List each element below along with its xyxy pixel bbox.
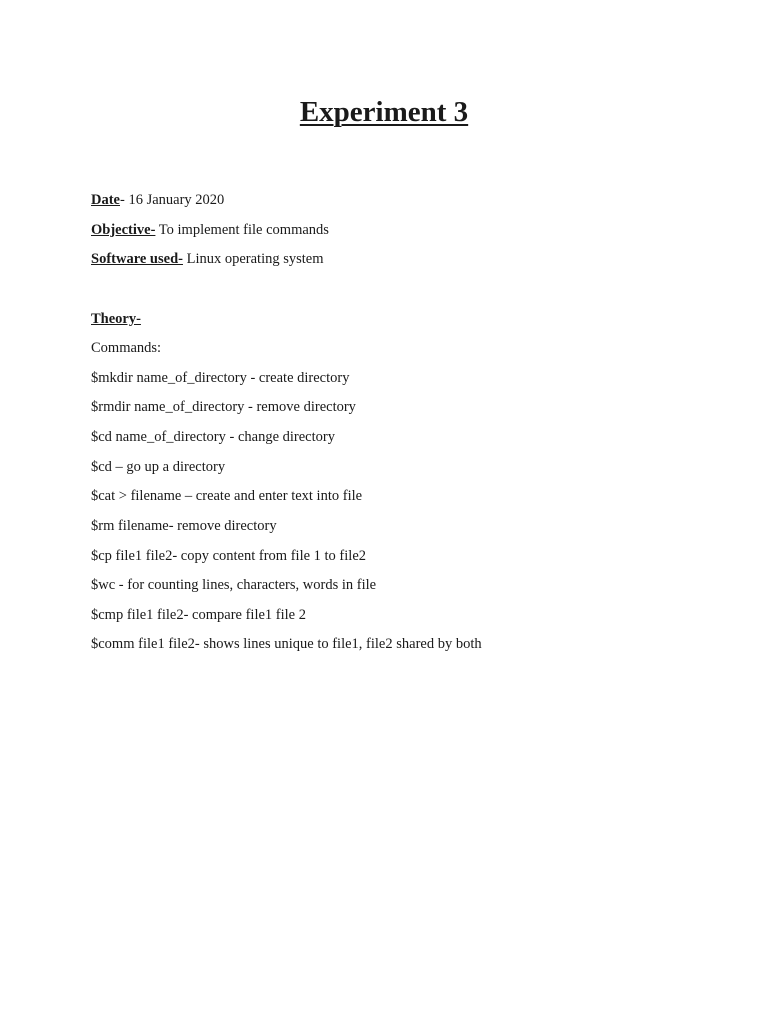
- date-value: 16 January 2020: [128, 192, 225, 208]
- software-label: Software used-: [91, 251, 183, 267]
- command-line: $comm file1 file2- shows lines unique to file1, file2 shared by both: [91, 636, 482, 652]
- theory-heading: Theory-: [91, 311, 141, 327]
- software-value: Linux operating system: [186, 251, 324, 267]
- objective-line: [91, 220, 329, 240]
- date-label: Date: [91, 192, 120, 208]
- command-line: $wc - for counting lines, characters, words in file: [91, 577, 377, 593]
- objective-label: Objective-: [91, 222, 156, 238]
- command-line: $rm filename- remove directory: [91, 518, 277, 534]
- command-line: $cd – go up a directory: [91, 459, 226, 475]
- objective-value: To implement file commands: [158, 222, 329, 238]
- command-line: $rmdir name_of_directory - remove directory: [91, 399, 356, 415]
- theory-heading-line: [91, 309, 141, 329]
- page-title: Experiment 3: [299, 96, 469, 128]
- command-line: $cd name_of_directory - change directory: [91, 429, 335, 445]
- command-line: $mkdir name_of_directory - create directory: [91, 370, 350, 386]
- command-line: $cat > filename – create and enter text into file: [91, 488, 363, 504]
- command-line: $cmp file1 file2- compare file1 file 2: [91, 607, 306, 623]
- date-line: [91, 190, 224, 210]
- command-line: $cp file1 file2- copy content from file 1 to file2: [91, 548, 367, 564]
- software-line: [91, 249, 324, 269]
- date-separator: -: [120, 192, 129, 208]
- commands-intro: Commands:: [91, 340, 162, 356]
